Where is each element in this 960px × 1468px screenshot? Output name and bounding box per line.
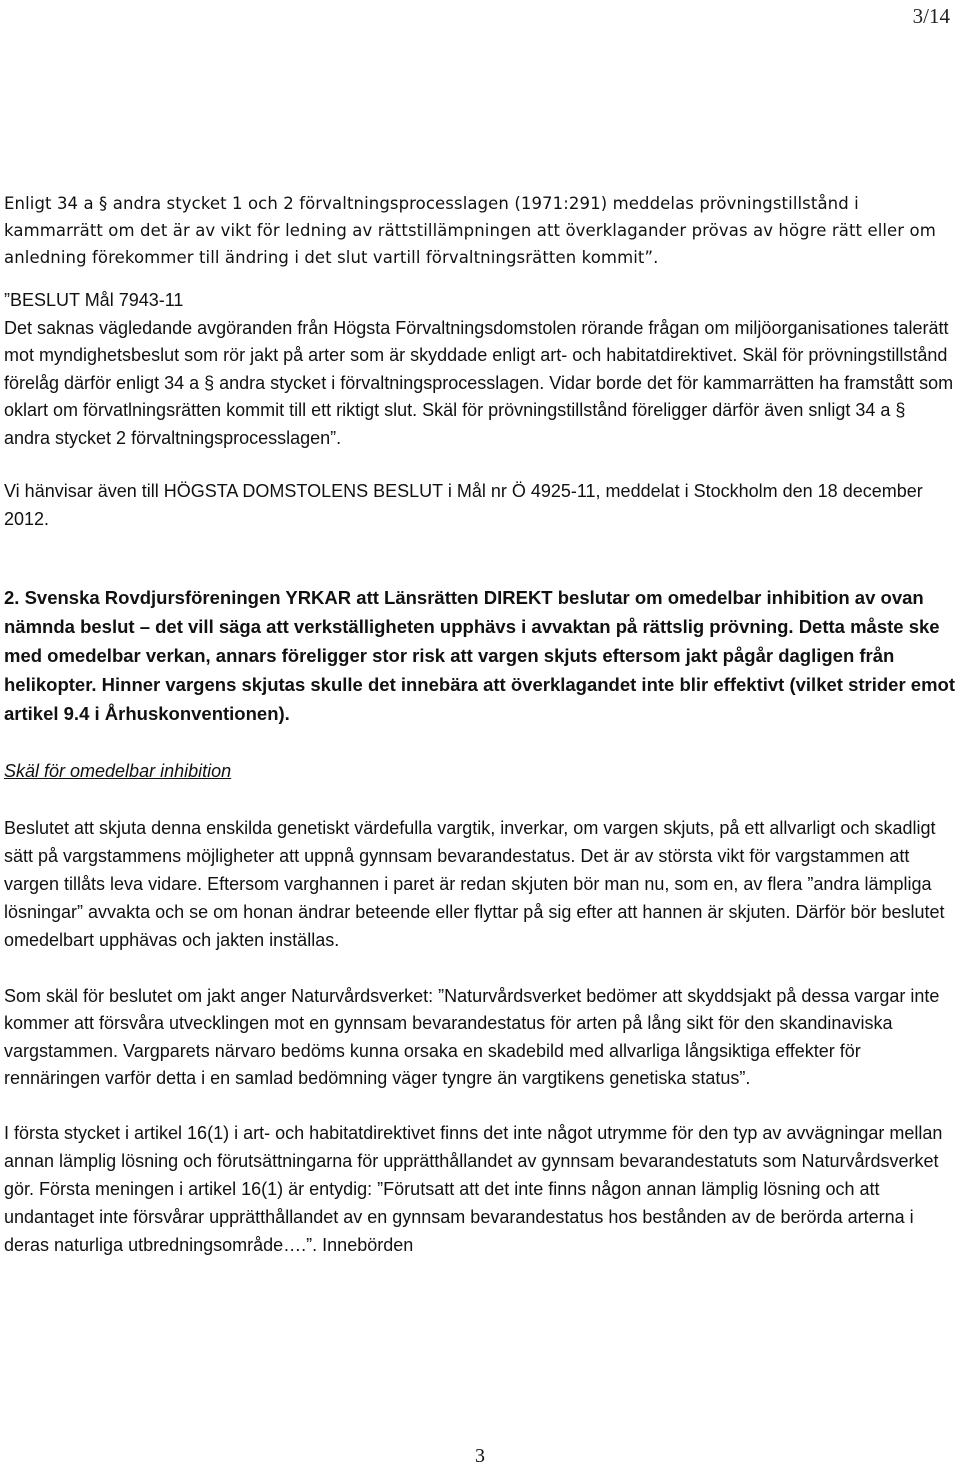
quoted-decision (4, 287, 956, 452)
paragraph-directive: I första stycket i artikel 16(1) i art- och habitatdirektivet finns det inte något utrymme för den typ av avvägningar mellan annan lämplig lösning och förutsättningarna för upprätthållandet av gynnsam bevarandestatuts som Naturvårdsverket gör. Första meningen i artikel 16(1) är entydig: ”Förutsatt att det inte finns någon annan lämplig lösning och att undantaget inte försvårar upprätthållandet av en gynnsam bevarandestatus hos bestånden av de berörda arterna i deras naturliga utbredningsområde….”. Innebörden (4, 1122, 943, 1255)
decision-heading: ”BESLUT Mål 7943-11 (4, 290, 184, 310)
section-heading: Skäl för omedelbar inhibition (4, 761, 232, 781)
paragraph-reference: Vi hänvisar även till HÖGSTA DOMSTOLENS BESLUT i Mål nr Ö 4925-11, meddelat i Stockholm den 18 december 2012. (4, 481, 923, 529)
paragraph-reasons: Beslutet att skjuta denna enskilda genetiskt värdefulla vargtik, inverkar, om vargen skjuts, på ett allvarligt och skadligt sätt på vargstammens möjligheter att uppnå gynnsam bevarandestatus. Det är av största vikt för vargstammen att vargen tillåts leva vidare. Eftersom varghannen i paret är redan skjuten bör man nu, som en, av flera ”andra lämpliga lösningar” avvakta och se om honan ändrar beteende eller flyttar på sig efter att hannen är skjuten. Därför bör beslutet omedelbart upphävas och jakten inställas. (4, 817, 945, 951)
document-body (4, 190, 956, 1285)
page-indicator: 3/14 (912, 4, 950, 28)
decision-body: Det saknas vägledande avgöranden från Högsta Förvaltningsdomstolen rörande frågan om miljöorganisationes talerätt mot myndighetsbeslut som rör jakt på arter som är skyddade enligt art- och habitatdirektivet. Skäl för prövningstillstånd förelåg därför enligt 34 a § andra stycket i förvaltningsprocesslagen. Vidar borde det för kammarrätten ha framstått som oklart om förvatlningsrätten kommit till ett riktigt slut. Skäl för prövningstillstånd föreligger därför även snligt 34 a § andra stycket 2 förvaltningsprocesslagen”. (4, 317, 954, 448)
paragraph-agency-reasons: Som skäl för beslutet om jakt anger Naturvårdsverket: ”Naturvårdsverket bedömer att skyddsjakt på dessa vargar inte kommer att försvåra utvecklingen mot en gynnsam bevarandestatus för arten på lång sikt för den skandinaviska vargstammen. Vargparets närvaro bedöms kunna orsaka en skadebild med allvarliga långsiktiga effekter för rennäringen varför detta i en samlad bedömning väger tyngre än vargtikens genetiska status”. (4, 985, 940, 1089)
page-number: 3 (475, 1445, 485, 1467)
paragraph-legal-basis: Enligt 34 a § andra stycket 1 och 2 förvaltningsprocesslagen (1971:291) meddelas prövningstillstånd i kammarrätt om det är av vikt för ledning av rättstillämpningen att överklagander prövas av högre rätt eller om anledning förekommer till ändring i det slut vartill förvaltningsrätten kommit”. (4, 194, 936, 267)
claim-paragraph: 2. Svenska Rovdjursföreningen YRKAR att Länsrätten DIREKT beslutar om omedelbar inhibition av ovan nämnda beslut – det vill säga att verkställigheten upphävs i avvaktan på rättslig prövning. Detta måste ske med omedelbar verkan, annars föreligger stor risk att vargen skjuts eftersom jakt pågår dagligen från helikopter. Hinner vargens skjutas skulle det innebära att överklagandet inte blir effektivt (vilket strider emot artikel 9.4 i Århuskonventionen). (4, 587, 955, 724)
